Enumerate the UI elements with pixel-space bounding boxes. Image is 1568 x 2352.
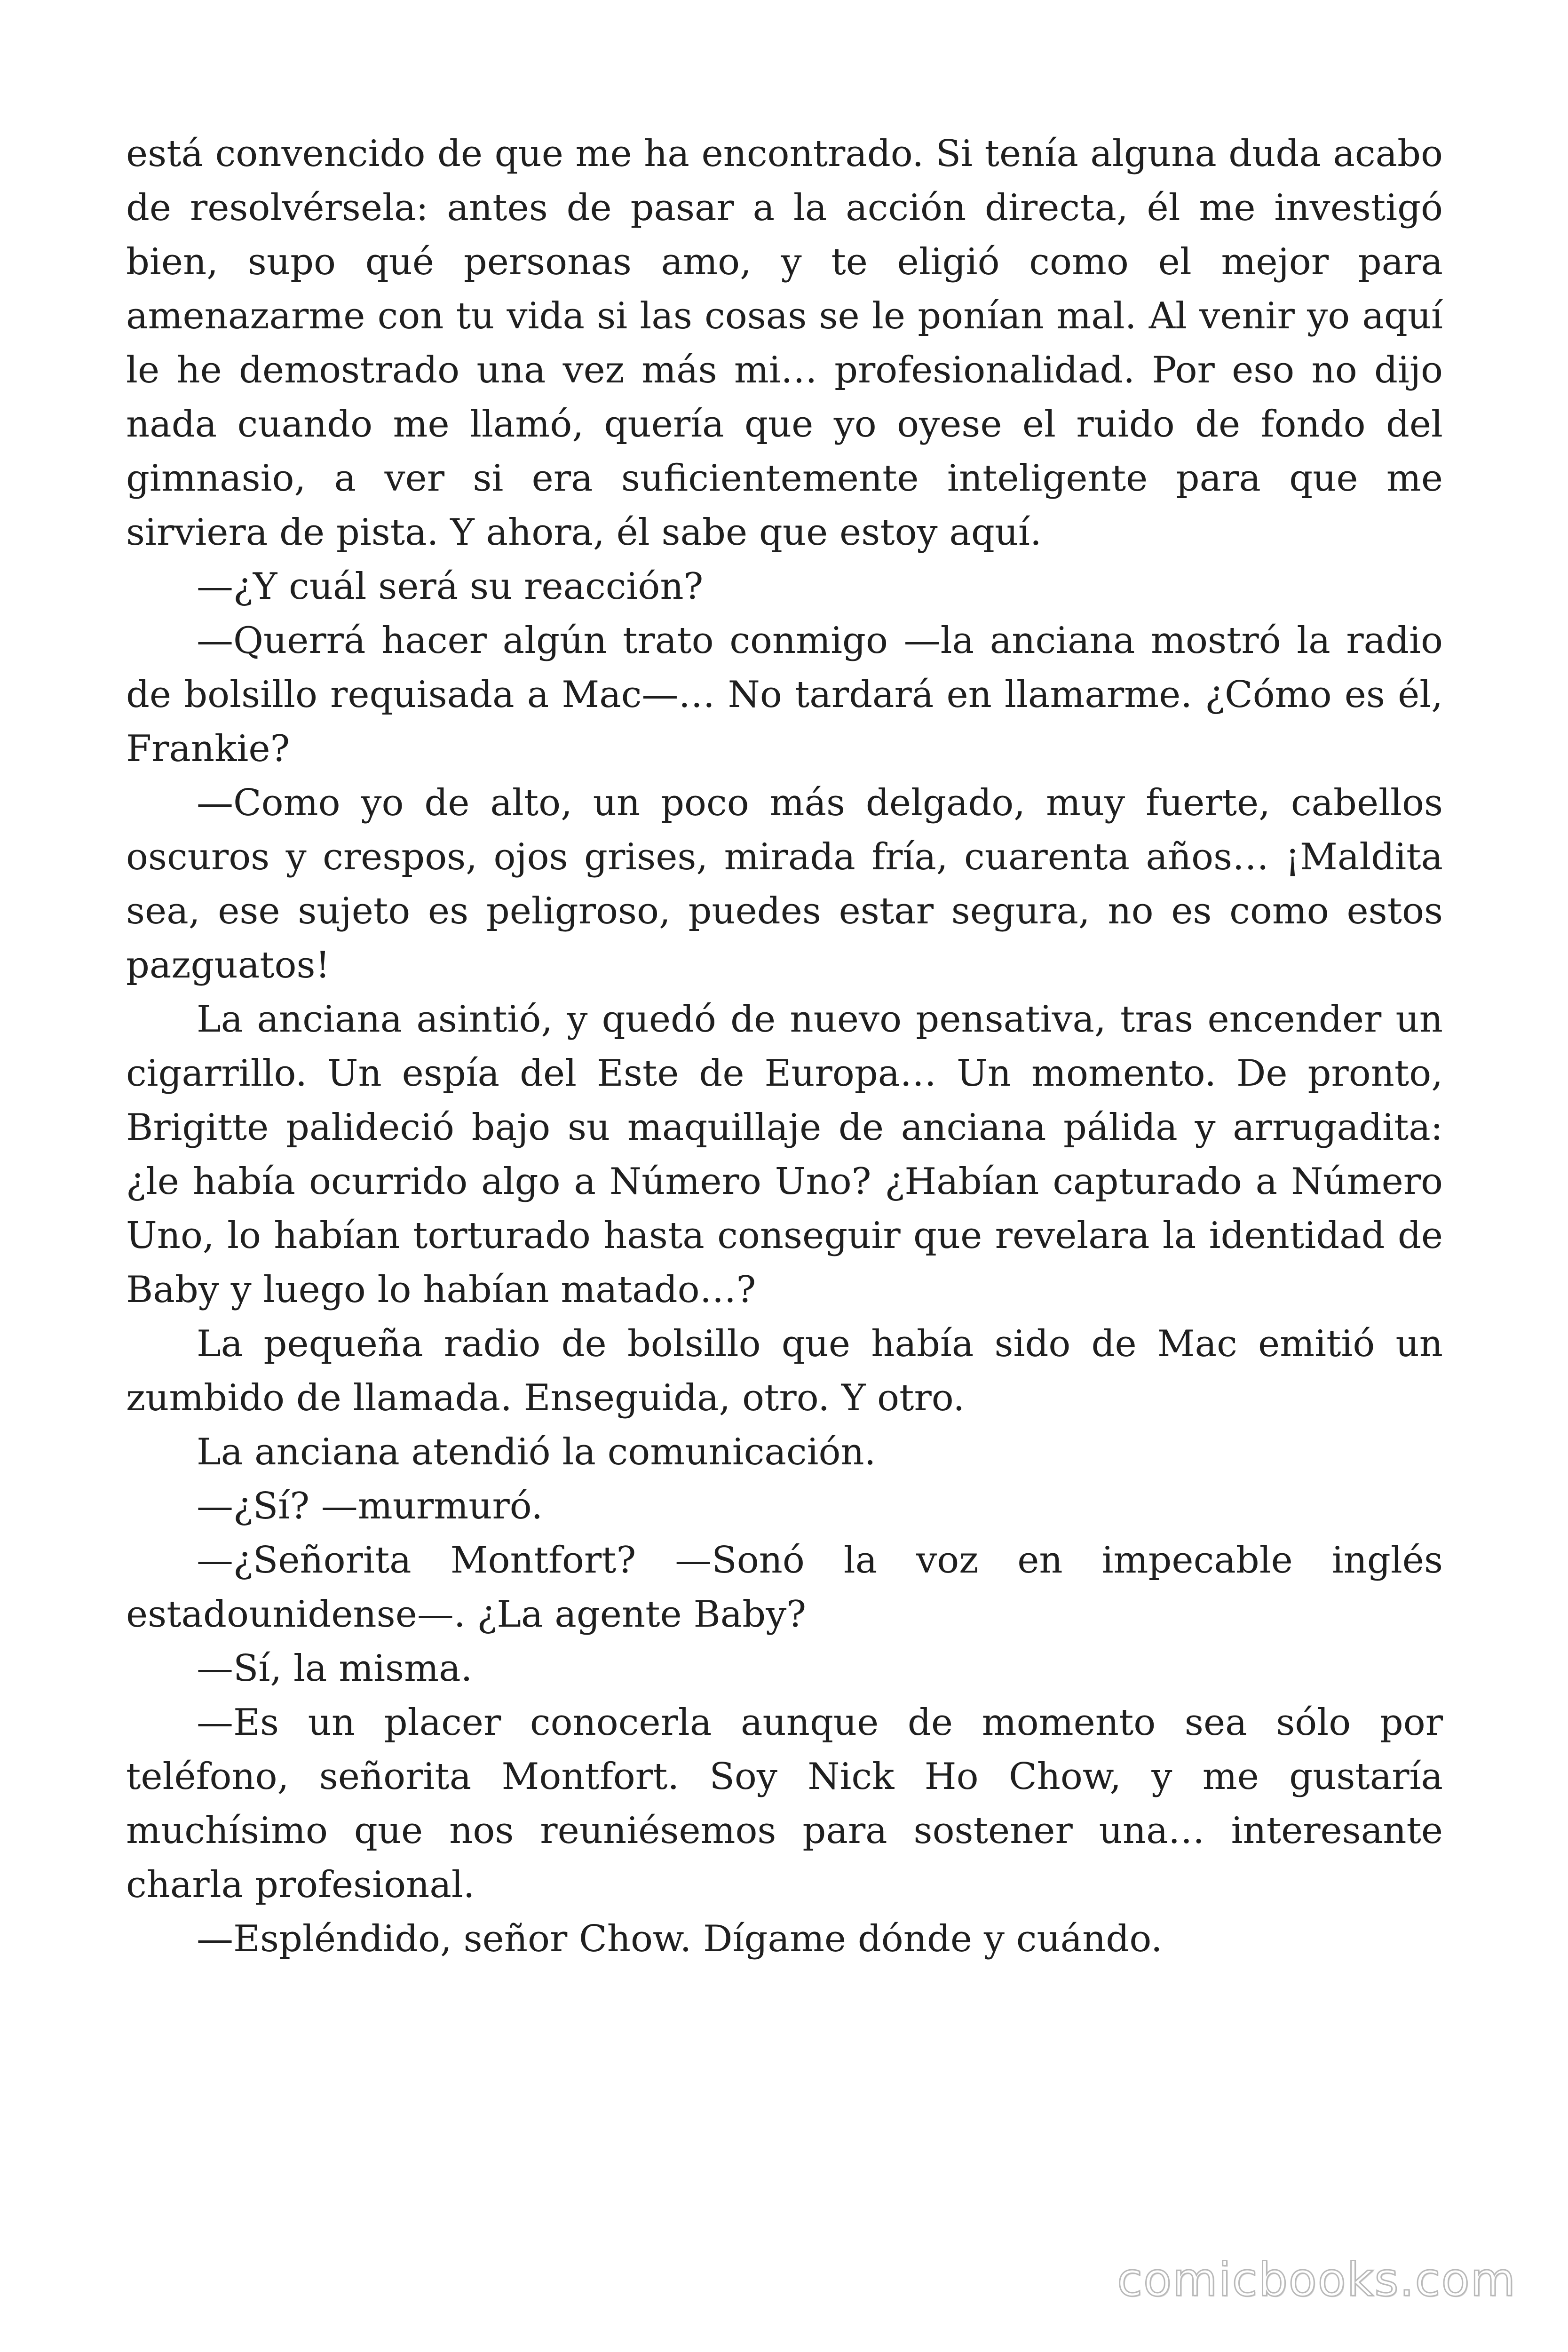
- paragraph: —¿Señorita Montfort? —Sonó la voz en impecable inglés estadounidense—. ¿La agente Baby?: [126, 1539, 1443, 1636]
- paragraph: —¿Y cuál será su reacción?: [197, 565, 704, 608]
- paragraph: —¿Sí? —murmuró.: [197, 1485, 543, 1527]
- paragraph: —Espléndido, señor Chow. Dígame dónde y cuándo.: [197, 1918, 1163, 1960]
- paragraph: La pequeña radio de bolsillo que había sido de Mac emitió un zumbido de llamada. Enseguida, otro. Y otro.: [126, 1323, 1443, 1419]
- paragraph: —Querrá hacer algún trato conmigo —la anciana mostró la radio de bolsillo requisada a Mac—… No tardará en llamarme. ¿Cómo es él, Frankie?: [126, 620, 1443, 770]
- paragraph: La anciana atendió la comunicación.: [197, 1431, 876, 1473]
- paragraph: —Es un placer conocerla aunque de momento sea sólo por teléfono, señorita Montfort. Soy Nick Ho Chow, y me gustaría muchísimo que nos reuniésemos para sostener una… interesante charla profesional.: [126, 1701, 1443, 1906]
- book-page-text: [126, 127, 1443, 1966]
- paragraph: La anciana asintió, y quedó de nuevo pensativa, tras encender un cigarrillo. Un espía del Este de Europa… Un momento. De pronto, Brigitte palideció bajo su maquillaje de anciana pálida y arrugadita: ¿le había ocurrido algo a Número Uno? ¿Habían capturado a Número Uno, lo habían torturado hasta conseguir que revelara la identidad de Baby y luego lo habían matado…?: [126, 998, 1443, 1311]
- watermark: comicbooks.com: [1117, 2253, 1516, 2307]
- paragraph: está convencido de que me ha encontrado. Si tenía alguna duda acabo de resolvérsela: antes de pasar a la acción directa, él me investigó bien, supo qué personas amo, y te eligió como el mejor para amenazarme con tu vida si las cosas se le ponían mal. Al venir yo aquí le he demostrado una vez más mi… profesionalidad. Por eso no dijo nada cuando me llamó, quería que yo oyese el ruido de fondo del gimnasio, a ver si era suficientemente inteligente para que me sirviera de pista. Y ahora, él sabe que estoy aquí.: [126, 133, 1443, 554]
- paragraph: —Como yo de alto, un poco más delgado, muy fuerte, cabellos oscuros y crespos, ojos grises, mirada fría, cuarenta años… ¡Maldita sea, ese sujeto es peligroso, puedes estar segura, no es como estos pazguatos!: [126, 782, 1443, 986]
- paragraph: —Sí, la misma.: [197, 1647, 473, 1690]
